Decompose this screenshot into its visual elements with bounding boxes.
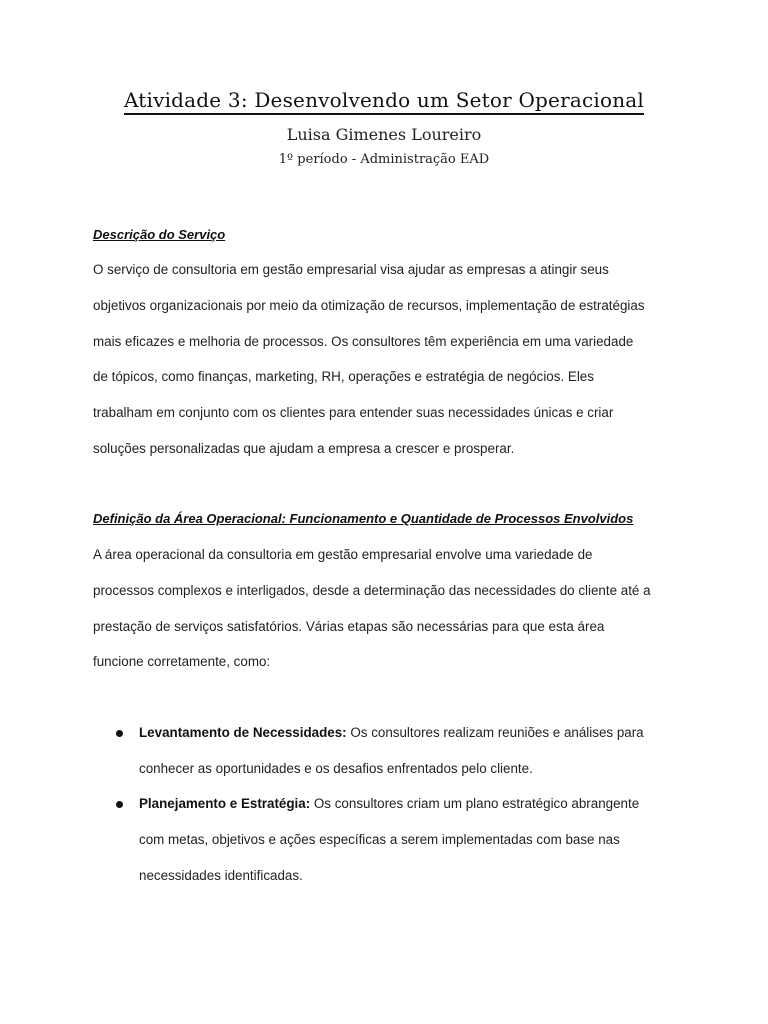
bullet-icon xyxy=(116,801,123,808)
paragraph-line: de tópicos, como finanças, marketing, RH, operações e estratégia de negócios. Eles xyxy=(93,369,594,385)
paragraph-line: processos complexos e interligados, desde a determinação das necessidades do cliente até a xyxy=(93,582,651,598)
list-item-line: Os consultores realizam reuniões e análises para xyxy=(346,725,644,740)
paragraph-line: trabalham em conjunto com os clientes para entender suas necessidades únicas e criar xyxy=(93,405,614,421)
author-name: Luisa Gimenes Loureiro xyxy=(286,125,482,144)
paragraph-line: A área operacional da consultoria em gestão empresarial envolve uma variedade de xyxy=(93,547,593,562)
list-item-line: conhecer as oportunidades e os desafios enfrentados pelo cliente. xyxy=(139,760,533,776)
list-item-label: Planejamento e Estratégia: xyxy=(139,796,311,811)
list-item-label: Levantamento de Necessidades: xyxy=(139,725,347,740)
list-item-line: necessidades identificadas. xyxy=(139,867,303,883)
paragraph-line: funcione corretamente, como: xyxy=(93,654,271,670)
list-item-first-line xyxy=(139,724,699,760)
paragraph-line: soluções personalizadas que ajudam a empresa a crescer e prosperar. xyxy=(93,440,515,456)
section-heading-service-description: Descrição do Serviço xyxy=(93,227,226,242)
paragraph-line: objetivos organizacionais por meio da otimização de recursos, implementação de estratégias xyxy=(93,297,645,313)
paragraph-line: O serviço de consultoria em gestão empresarial visa ajudar as empresas a atingir seus xyxy=(93,262,609,277)
course-period: 1º período - Administração EAD xyxy=(278,152,490,167)
list-item-first-line xyxy=(139,795,699,831)
bullet-icon xyxy=(116,730,123,737)
list-item-line: com metas, objetivos e ações específicas a serem implementadas com base nas xyxy=(139,831,620,847)
list-item-text xyxy=(139,724,699,796)
title-text: Atividade 3: Desenvolvendo um Setor Operacional xyxy=(124,88,644,115)
paragraph-line: mais eficazes e melhoria de processos. Os consultores têm experiência em uma variedade xyxy=(93,333,634,349)
paragraph-line: prestação de serviços satisfatórios. Várias etapas são necessárias para que esta área xyxy=(93,618,605,634)
paragraph-operational-area xyxy=(93,546,693,689)
document-title xyxy=(0,88,768,112)
paragraph-service-description xyxy=(93,261,693,476)
section-heading-operational-area: Definição da Área Operacional: Funcionamento e Quantidade de Processos Envolvidos xyxy=(93,511,634,526)
list-item-line: Os consultores criam um plano estratégico abrangente xyxy=(310,796,640,811)
list-item-text xyxy=(139,795,699,902)
